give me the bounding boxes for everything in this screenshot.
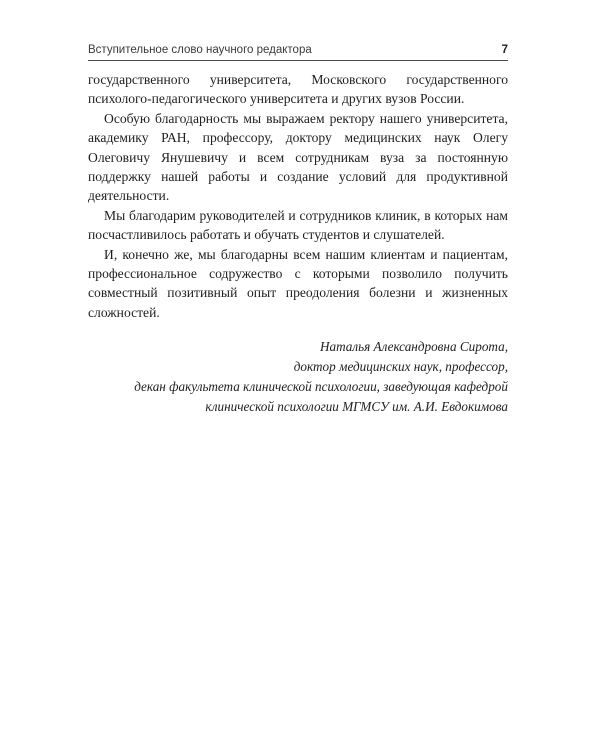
book-page bbox=[88, 44, 508, 416]
paragraph-clients-thanks: И, конечно же, мы благодарны всем нашим клиентам и пациентам, профессиональное содружество с которыми позволило получить совместный позитивный опыт преодоления болезни и жизненных сложностей. bbox=[88, 246, 508, 320]
running-header-title: Вступительное слово научного редактора bbox=[88, 44, 312, 56]
body-text bbox=[88, 70, 508, 322]
signature-degree: доктор медицинских наук, профессор, bbox=[293, 359, 508, 375]
signature-position-line-1: декан факультета клинической психологии, заведующая кафедрой bbox=[134, 378, 508, 394]
page-number: 7 bbox=[501, 44, 508, 56]
signature-position-line-2: клинической психологии МГМСУ им. А.И. Евдокимова bbox=[205, 398, 508, 414]
paragraph-continuation: государственного университета, Московского государственного психолого-педагогического университета и других вузов России. bbox=[88, 72, 508, 107]
running-header bbox=[88, 44, 508, 61]
paragraph-clinics-thanks: Мы благодарим руководителей и сотрудников клиник, в которых нам посчастливилось работать и обучать студентов и слушателей. bbox=[88, 207, 508, 243]
signature-block bbox=[88, 337, 508, 416]
paragraph-rector-thanks: Особую благодарность мы выражаем ректору нашего университета, академику РАН, профессору, доктору медицинских наук Олегу Олеговичу Янушевичу и всем сотрудникам вуза за постоянную поддержку нашей работы и создание условий для продуктивной деятельности. bbox=[88, 110, 508, 204]
signature-name: Наталья Александровна Сирота, bbox=[319, 339, 508, 355]
